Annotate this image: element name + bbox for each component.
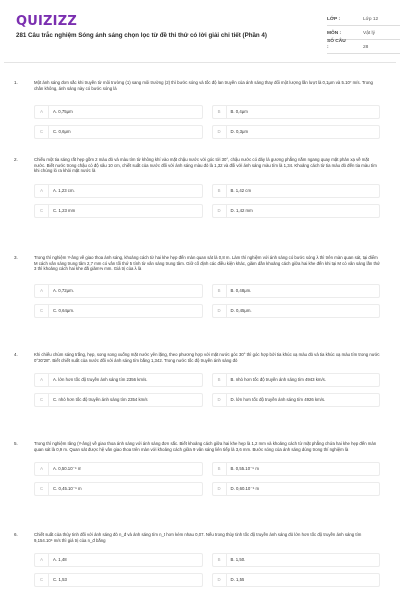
option-text: D. lớn hơn tốc độ truyền ánh sáng tím 4926 km/s. [230,397,326,403]
option-b[interactable] [212,284,381,298]
answer-options [34,462,380,496]
option-letter: B [213,106,227,118]
option-text: C. 0,64μm. [53,307,75,313]
option-text: D. 0,3μm [230,129,249,135]
option-letter: C [35,305,49,317]
question-number: 1. [14,80,18,85]
option-text: B. 0,55.10⁻⁶ m [230,466,259,472]
question-3 [10,255,390,318]
option-text: B. 0,4μm [230,109,248,115]
option-text: B. 0,48μm. [230,287,252,293]
option-text: D. 0,60.10⁻⁶ m [230,486,260,492]
meta-subject-label: MÔN : [327,30,342,36]
meta-class-row [327,12,400,26]
option-letter: B [213,185,227,197]
option-a[interactable] [34,184,203,198]
option-letter: B [213,463,227,475]
option-b[interactable] [212,462,381,476]
question-text: Chiếu một tia sáng rất hẹp gồm 2 màu đỏ và màu tím từ không khí vào mặt chậu nước với góc tới 30°, chậu nước có đáy là gương phẳng nằm ngang quay mặt phản xạ về mặt nước. Biết nước trong chậu có độ sâu 10 cm, chiết suất của nước đối với ánh sáng màu đỏ là 1,32 và đối với ánh sáng màu tím là 1,34. Khoảng cách từ tia màu đỏ đến tia màu tím khi chúng ló ra khỏi mặt nước là [34,157,377,174]
option-text: C. nhỏ hơn tốc độ truyền ánh sáng tím 2354 km/s [53,397,148,403]
meta-count-row [327,40,400,54]
question-4 [10,352,390,407]
question-number: 4. [14,352,18,357]
question-text: Một ánh sáng đơn sắc khi truyền từ môi trường (1) sang môi trường (2) thì bước sóng và tốc độ lan truyền của ánh sáng thay đổi một lượng lần lượt là 0,1μm và 5.10⁷ m/s. Trong chân không, ánh sáng này có bước sóng là [34,80,373,91]
page-title: 281 Câu trắc nghiệm Sóng ánh sáng chọn lọc từ đề thi thử có lời giải chi tiết (Phần 4) [16,32,267,39]
option-d[interactable] [212,204,381,218]
option-letter: D [213,205,227,217]
option-text: A. 0,72μm. [53,287,74,293]
option-letter: B [213,554,227,566]
option-c[interactable] [34,304,203,318]
option-letter: A [35,554,49,566]
option-b[interactable] [212,553,381,567]
question-text: Trong thí nghiệm Iâng (Y-âng) về giao thoa ánh sáng với ánh sáng đơn sắc. Biết khoảng cách giữa hai khe hẹp là 1,2 mm và khoảng cách từ mặt phẳng chứa hai khe hẹp đến màn quan sát là 0,9 m. Quan sát được hệ vân giao thoa trên màn với khoảng cách giữa 9 vân sáng liên tiếp là 3,6 mm. Bước sóng của ánh sáng dùng trong thí nghiệm là [34,441,377,452]
option-letter: C [35,126,49,138]
option-text: C. 1,23 mm [53,207,76,213]
header-divider [4,62,396,63]
option-letter: A [35,463,49,475]
option-text: B. nhỏ hơn tốc độ truyền ánh sáng tím 4943 km/s. [230,377,326,383]
answer-options [34,553,380,587]
option-b[interactable] [212,373,381,387]
page-header [10,0,390,62]
worksheet-meta [327,12,400,54]
option-letter: C [35,483,49,495]
answer-options [34,105,380,139]
meta-count-value: 28 [363,44,369,50]
option-text: D. 1,42 mm [230,207,253,213]
option-letter: D [213,483,227,495]
option-a[interactable] [34,105,203,119]
question-number: 3. [14,255,18,260]
option-letter: D [213,305,227,317]
option-text: C. 0,45.10⁻⁶ m [53,486,82,492]
option-text: A. 1,23 cm. [53,187,75,193]
option-a[interactable] [34,373,203,387]
option-text: A. 0,50.10⁻⁶ m [53,466,82,472]
option-a[interactable] [34,462,203,476]
question-text: Chiết suất của thủy tinh đối với ánh sáng đỏ n_đ và ánh sáng tím n_t hơn kém nhau 0,07. Nếu trong thủy tinh tốc độ truyền ánh sáng đỏ lớn hơn tốc độ truyền ánh sáng tím 9,154.10⁶ m/s thì giá trị của n_đ bằng [34,532,362,543]
question-text: Trong thí nghiệm Y-âng về giao thoa ánh sáng, khoảng cách từ hai khe hẹp đến màn quan sát là 0,8 m. Làm thí nghiệm với ánh sáng có bước sóng λ thì trên màn quan sát, tại điểm M cách vân sáng trung tâm 2,7 mm có vân tối thứ 5 tính từ vân sáng trung tâm. Giữ cố định các điều kiện khác, giảm dần khoảng cách giữa hai khe đến khi tại M có vân sáng lần thứ 3 thì khoảng cách hai khe đã giảm⅓ mm. Giá trị của λ là [34,255,380,272]
option-text: B. 1,42 cm [230,187,252,193]
question-1 [10,80,390,139]
answer-options [34,373,380,407]
meta-count-label: SỐ CÂU : [327,38,346,50]
question-5 [10,441,390,496]
question-number: 6. [14,532,18,537]
option-d[interactable] [212,393,381,407]
option-a[interactable] [34,284,203,298]
answer-options [34,184,380,218]
option-letter: D [213,126,227,138]
answer-options [34,284,380,318]
option-text: C. 1,53 [53,577,67,583]
question-number: 2. [14,157,18,162]
option-letter: A [35,285,49,297]
option-letter: C [35,574,49,586]
meta-class-value: Lớp 12 [363,16,379,22]
option-letter: A [35,106,49,118]
option-text: A. 0,75μm [53,109,73,115]
option-d[interactable] [212,482,381,496]
option-text: C. 0,6μm [53,129,71,135]
option-c[interactable] [34,482,203,496]
option-c[interactable] [34,393,203,407]
option-c[interactable] [34,125,203,139]
meta-class-label: LỚP : [327,16,341,22]
option-text: B. 1,50. [230,557,246,563]
option-letter: A [35,185,49,197]
option-d[interactable] [212,573,381,587]
option-text: D. 0,45μm. [230,307,252,313]
option-letter: D [213,574,227,586]
option-text: A. 1,48 [53,557,67,563]
quizizz-logo: QUIZIZZ [16,14,77,29]
option-text: A. lớn hơn tốc độ truyền ánh sáng tím 2356 km/s. [53,377,148,383]
question-2 [10,157,390,218]
option-text: D. 1,55 [230,577,245,583]
option-b[interactable] [212,184,381,198]
option-letter: B [213,374,227,386]
option-d[interactable] [212,304,381,318]
option-d[interactable] [212,125,381,139]
meta-subject-value: Vật lý [363,30,375,36]
option-letter: C [35,394,49,406]
option-c[interactable] [34,573,203,587]
option-a[interactable] [34,553,203,567]
option-b[interactable] [212,105,381,119]
option-letter: A [35,374,49,386]
question-6 [10,532,390,587]
option-letter: D [213,394,227,406]
option-letter: C [35,205,49,217]
question-text: Khi chiếu chùm sáng trắng, hẹp, song song xuống mặt nước yên lặng, theo phương hợp với mặt nước góc 30° thì góc hợp bởi tia khúc xạ màu đỏ và tia khúc xạ màu tím trong nước 0°30'28". Biết chiết suất của nước đối với ánh sáng tím bằng 1,342. Trong nước tốc độ truyền ánh sáng đỏ [34,352,380,363]
question-number: 5. [14,441,18,446]
option-letter: B [213,285,227,297]
option-c[interactable] [34,204,203,218]
